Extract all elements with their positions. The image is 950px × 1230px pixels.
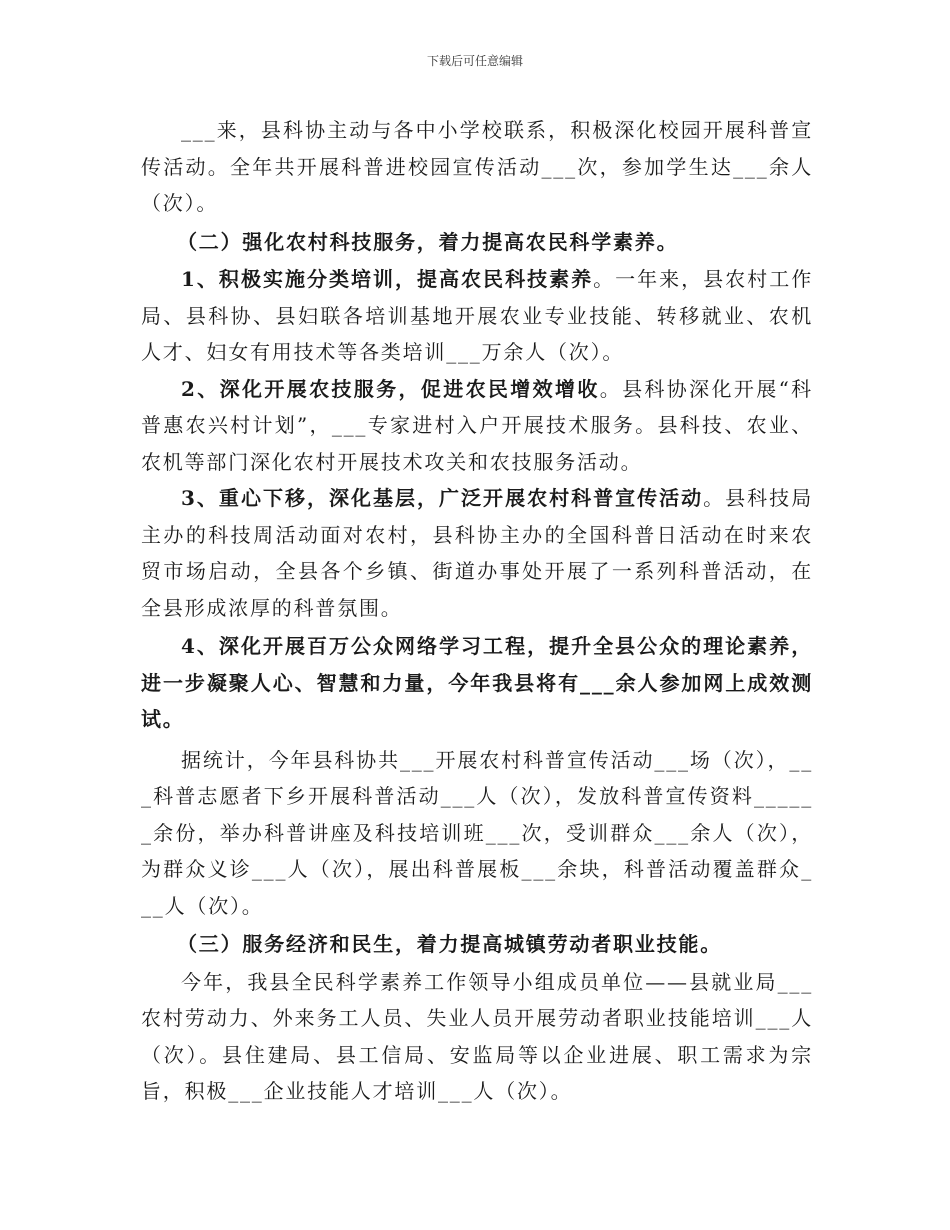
paragraph-text: 。一年来，县农村工作局、县科协、县妇联各培训基地开展农业专业技能、转移就业、农机人才、妇女有用技术等各类培训___万余人（次）。	[141, 267, 813, 364]
paragraph-school-outreach: ___来，县科协主动与各中小学校联系，积极深化校园开展科普宣传活动。全年共开展科普进校园宣传活动___次，参加学生达___余人（次）。	[141, 118, 813, 215]
section-heading-3: （三）服务经济和民生，着力提高城镇劳动者职业技能。	[177, 932, 722, 956]
paragraph-classified-training	[141, 261, 813, 371]
paragraph-text: 。县科技局主办的科技周活动面对农村，县科协主办的全国科普日活动在时来农贸市场启动，全县各个乡镇、街道办事处开展了一系列科普活动，在全县形成浓厚的科普氛围。	[141, 486, 813, 620]
section-heading-2: （二）强化农村科技服务，着力提高农民科学素养。	[177, 229, 679, 254]
paragraph-online-learning	[141, 628, 813, 738]
page-header: 下载后可任意编辑	[426, 54, 523, 68]
paragraph-agri-tech-service	[141, 371, 813, 481]
document-body	[141, 112, 813, 1110]
paragraph-urban-training: 今年，我县全民科学素养工作领导小组成员单位——县就业局___农村劳动力、外来务工人员、失业人员开展劳动者职业技能培训___人（次）。县住建局、县工信局、安监局等以企业进展、职工需求为宗旨，积极___企业技能人才培训___人（次）。	[141, 969, 813, 1103]
paragraph-lead-bold: 2、深化开展农技服务，促进农民增效增收	[181, 376, 600, 401]
paragraph-statistics: 据统计，今年县科协共___开展农村科普宣传活动___场（次），___科普志愿者下乡开展科普活动___人（次），发放科普宣传资料______余份，举办科普讲座及科技培训班___次，受训群众___余人（次），为群众义诊___人（次），展出科普展板___余块，科普活动覆盖群众___人（次）。	[141, 747, 813, 918]
paragraph-text-line1: 4、深化开展百万公众网络学习工程，提升全县公众的理论素养，	[181, 634, 813, 658]
paragraph-grassroots-campaign	[141, 480, 813, 626]
paragraph-lead-bold: 1、积极实施分类培训，提高农民科技素养	[181, 267, 594, 291]
paragraph-text-line2: 进一步凝聚人心、智慧和力量，今年我县将有___余人参加网上成效测试。	[141, 670, 813, 731]
paragraph-text: 。县科协深化开展“科普惠农兴村计划”，___专家进村入户开展技术服务。县科技、农业、农机等部门深化农村开展技术攻关和农技服务活动。	[141, 376, 813, 474]
paragraph-lead-bold: 3、重心下移，深化基层，广泛开展农村科普宣传活动	[181, 486, 704, 510]
